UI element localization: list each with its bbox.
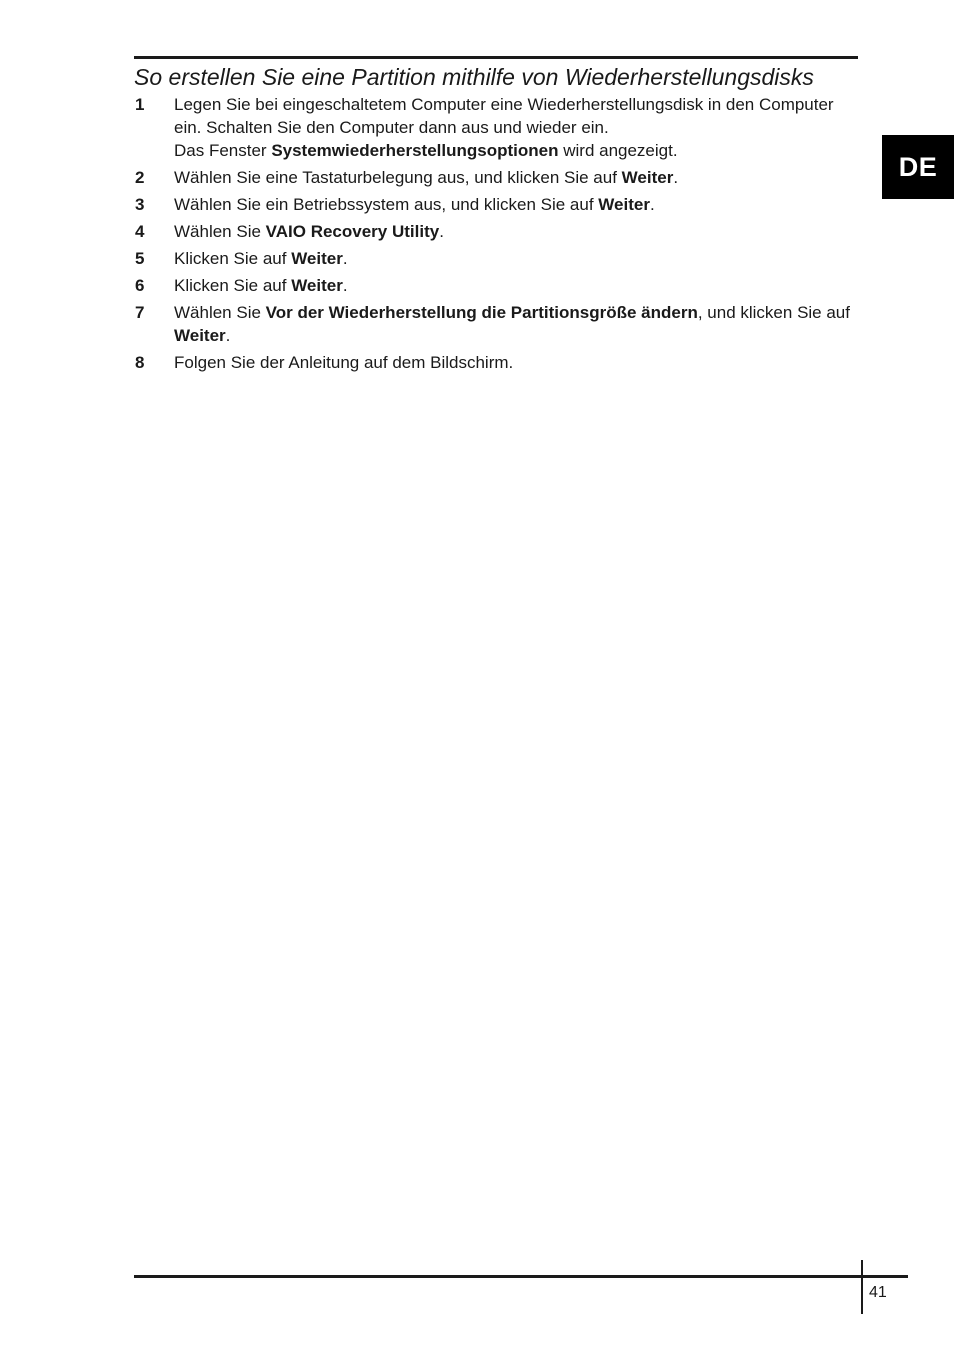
step-number: 4	[135, 222, 145, 241]
page-number: 41	[869, 1284, 887, 1301]
step-text-segment: .	[225, 326, 231, 345]
step-text	[174, 303, 850, 345]
step-text	[174, 353, 513, 372]
step-text-segment: Wählen Sie ein Betriebssystem aus, und klicken Sie auf	[174, 195, 599, 214]
step-number: 3	[135, 195, 145, 214]
step-text-emphasis: Weiter	[621, 168, 674, 187]
step-text-segment: Legen Sie bei eingeschaltetem Computer eine Wiederherstellungsdisk in den Computer ein. Schalten Sie den Computer dann aus und wieder ein.	[174, 95, 834, 137]
language-tab: DE	[882, 135, 954, 199]
step-number: 2	[135, 168, 145, 187]
step-text-segment: Wählen Sie	[174, 222, 266, 241]
page-number-divider	[861, 1260, 863, 1314]
step-text-segment: Wählen Sie eine Tastaturbelegung aus, und klicken Sie auf	[174, 168, 622, 187]
step-item	[134, 193, 864, 216]
step-item	[134, 166, 864, 189]
step-text-emphasis: Weiter	[291, 276, 343, 295]
step-text-segment: .	[342, 276, 348, 295]
section-title: So erstellen Sie eine Partition mithilfe von Wiederherstellungsdisks	[134, 64, 814, 90]
step-number: 1	[135, 95, 145, 114]
step-text-emphasis: VAIO Recovery Utility	[265, 222, 440, 241]
step-number: 7	[135, 303, 145, 322]
step-text	[174, 95, 834, 160]
step-text	[174, 168, 678, 187]
step-text-segment: Folgen Sie der Anleitung auf dem Bildschirm.	[174, 353, 514, 372]
step-item	[134, 351, 864, 374]
step-text-emphasis: Weiter	[598, 195, 650, 214]
step-text-segment: Klicken Sie auf	[174, 276, 292, 295]
step-text-emphasis: Weiter	[174, 326, 226, 345]
steps-list	[134, 93, 864, 378]
bottom-rule	[134, 1275, 908, 1278]
step-text-emphasis: Systemwiederherstellungsoptionen	[271, 141, 559, 160]
step-item	[134, 247, 864, 270]
step-text-emphasis: Weiter	[291, 249, 343, 268]
step-item	[134, 220, 864, 243]
step-item	[134, 93, 864, 162]
step-text	[174, 222, 444, 241]
step-text-segment: .	[439, 222, 444, 241]
step-text-segment: .	[342, 249, 348, 268]
step-text	[174, 276, 348, 295]
step-item	[134, 274, 864, 297]
step-number: 8	[135, 353, 145, 372]
step-text-segment: wird angezeigt.	[558, 141, 678, 160]
step-text-emphasis: Vor der Wiederherstellung die Partitionsgröße ändern	[265, 303, 698, 322]
top-rule	[134, 56, 858, 59]
step-text-segment: Das Fenster	[174, 141, 272, 160]
step-text-segment: .	[649, 195, 655, 214]
step-item	[134, 301, 864, 347]
step-text-segment: .	[673, 168, 679, 187]
step-text-segment: Klicken Sie auf	[174, 249, 292, 268]
step-number: 5	[135, 249, 145, 268]
step-text-segment: , und klicken Sie auf	[697, 303, 850, 322]
step-text	[174, 249, 348, 268]
step-text-segment: Wählen Sie	[174, 303, 266, 322]
step-text	[174, 195, 655, 214]
step-number: 6	[135, 276, 145, 295]
